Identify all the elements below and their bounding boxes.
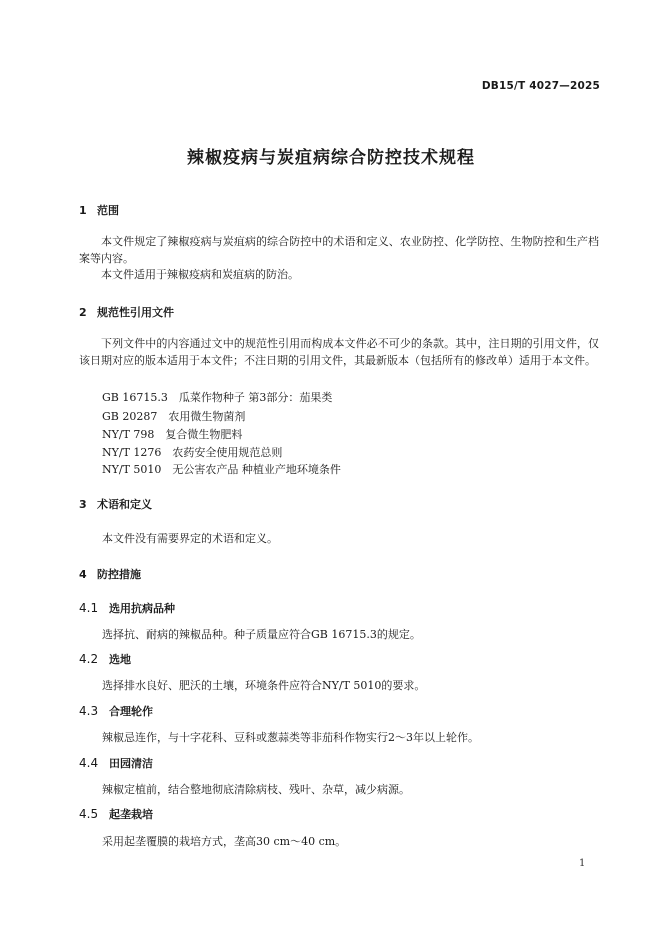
section-title: 防控措施 [97, 568, 141, 581]
subsection-title: 合理轮作 [109, 705, 153, 718]
subsection-4-4-heading [79, 755, 153, 771]
subsection-4-5-text: 采用起垄覆膜的栽培方式，垄高30 cm～40 cm。 [102, 835, 347, 848]
document-title: 辣椒疫病与炭疽病综合防控技术规程 [187, 148, 475, 168]
subsection-4-4-text: 辣椒定植前，结合整地彻底清除病枝、残叶、杂草，减少病源。 [102, 783, 410, 796]
subsection-number: 4.2 [79, 652, 99, 666]
page-number: 1 [579, 858, 586, 869]
section-3-heading [79, 496, 152, 512]
subsection-4-5-heading [79, 806, 153, 822]
subsection-4-3-text: 辣椒忌连作，与十字花科、豆科或葱蒜类等非茄科作物实行2～3年以上轮作。 [102, 731, 479, 744]
subsection-number: 4.3 [79, 704, 99, 718]
section-title: 范围 [97, 204, 119, 217]
section-title: 术语和定义 [97, 498, 152, 511]
subsection-title: 田园清洁 [109, 757, 153, 770]
subsection-number: 4.1 [79, 601, 99, 615]
section-title: 规范性引用文件 [97, 306, 174, 319]
subsection-number: 4.4 [79, 756, 99, 770]
section-2-heading [79, 304, 174, 320]
reference-item: GB 20287 农用微生物菌剂 [102, 410, 246, 423]
reference-item: NY/T 798 复合微生物肥料 [102, 428, 243, 441]
section-2-intro: 下列文件中的内容通过文中的规范性引用而构成本文件必不可少的条款。其中，注日期的引用文件，仅该日期对应的版本适用于本文件；不注日期的引用文件，其最新版本（包括所有的修改单）适用于本文件。 [79, 337, 599, 367]
subsection-4-1-heading [79, 600, 175, 616]
reference-item: NY/T 5010 无公害农产品 种植业产地环境条件 [102, 463, 341, 476]
subsection-number: 4.5 [79, 807, 99, 821]
subsection-4-3-heading [79, 703, 153, 719]
section-number: 4 [79, 568, 87, 581]
reference-item: NY/T 1276 农药安全使用规范总则 [102, 446, 283, 459]
subsection-title: 选用抗病品种 [109, 602, 175, 615]
subsection-4-2-heading [79, 651, 131, 667]
section-1-paragraph-1: 本文件规定了辣椒疫病与炭疽病的综合防控中的术语和定义、农业防控、化学防控、生物防控和生产档案等内容。 [79, 235, 599, 265]
section-4-heading [79, 566, 141, 582]
reference-item: GB 16715.3 瓜菜作物种子 第3部分：茄果类 [102, 391, 333, 404]
section-1-paragraph-2: 本文件适用于辣椒疫病和炭疽病的防治。 [101, 268, 299, 281]
subsection-4-2-text: 选择排水良好、肥沃的土壤，环境条件应符合NY/T 5010的要求。 [102, 679, 426, 692]
subsection-title: 选地 [109, 653, 131, 666]
document-code: DB15/T 4027—2025 [481, 80, 600, 92]
section-number: 2 [79, 306, 87, 319]
section-number: 3 [79, 498, 87, 511]
section-3-text: 本文件没有需要界定的术语和定义。 [102, 532, 278, 545]
subsection-4-1-text: 选择抗、耐病的辣椒品种。种子质量应符合GB 16715.3的规定。 [102, 628, 421, 641]
subsection-title: 起垄栽培 [109, 808, 153, 821]
section-1-heading [79, 202, 119, 218]
section-number: 1 [79, 204, 87, 217]
